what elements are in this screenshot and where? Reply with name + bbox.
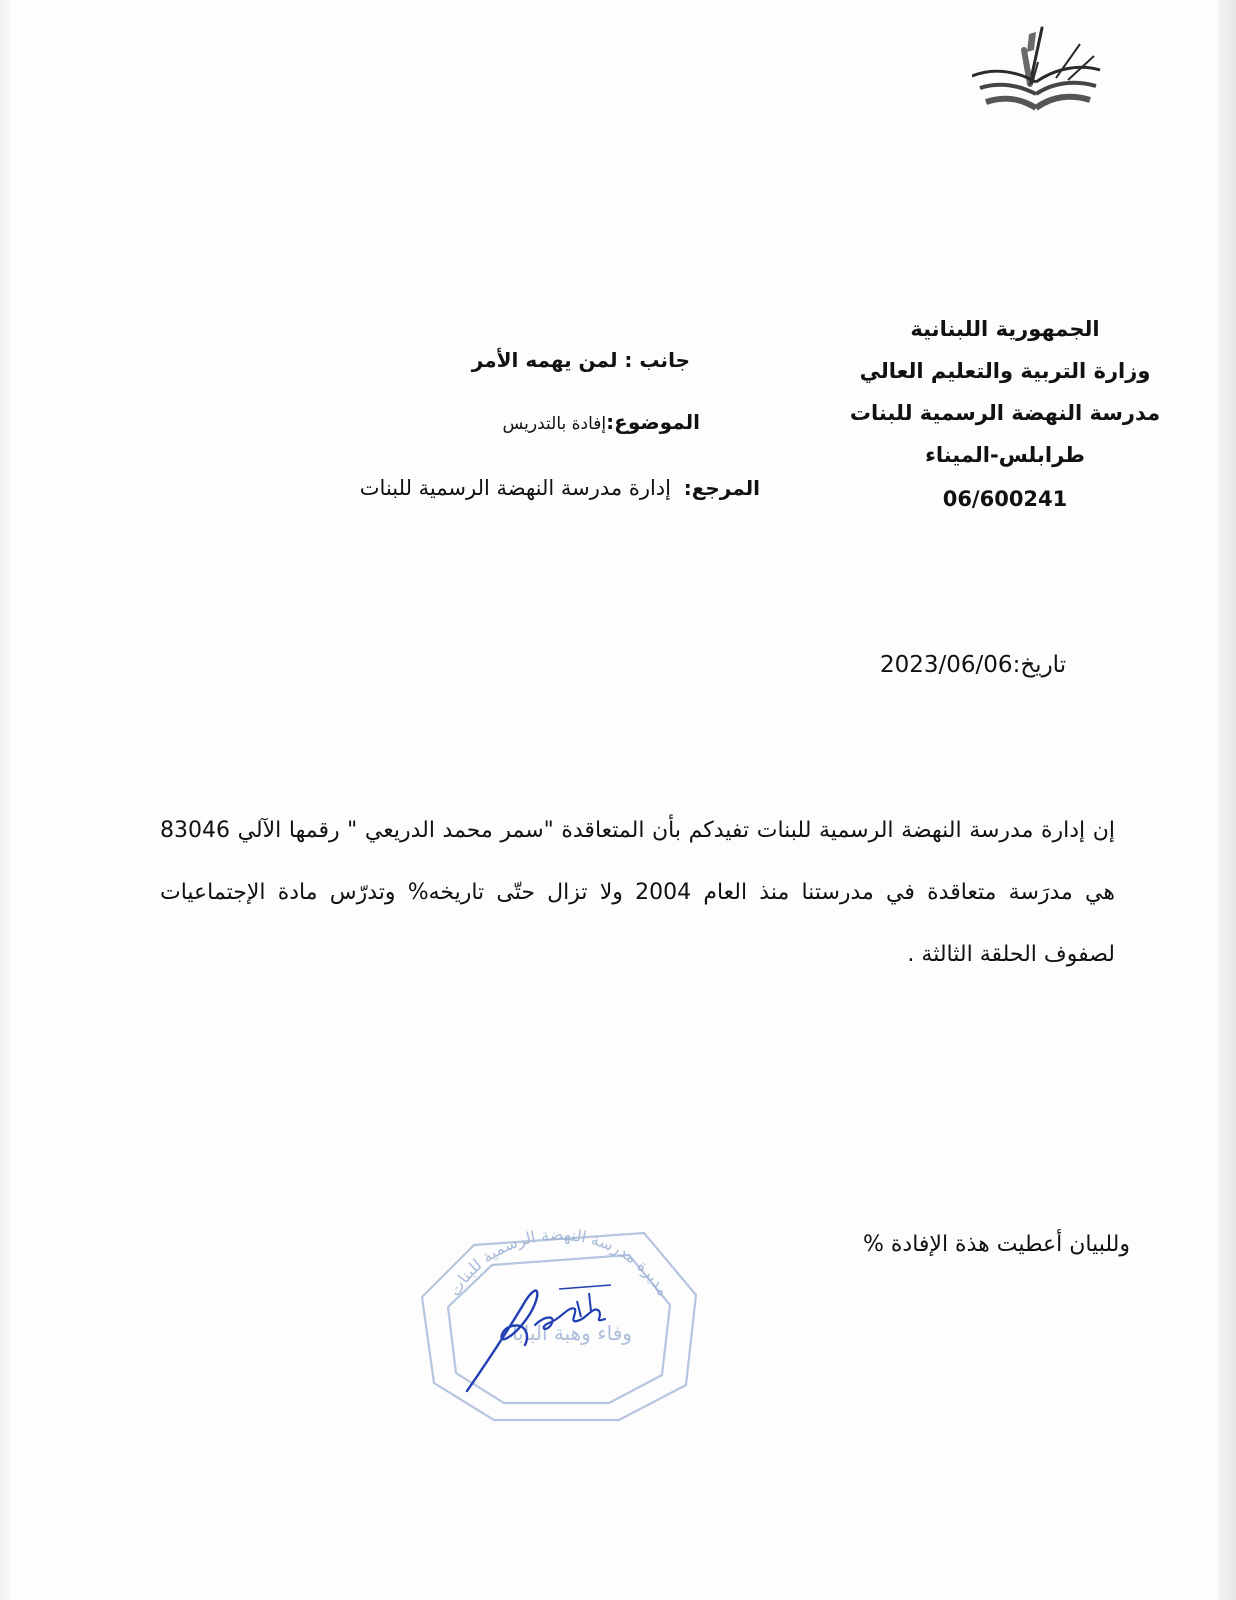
scan-edge-left [0, 0, 10, 1600]
addressee-to [472, 348, 690, 372]
header-line-republic: الجمهورية اللبنانية [910, 317, 1100, 341]
header-line-school: مدرسة النهضة الرسمية للبنات [849, 401, 1161, 425]
date-value: 2023/06/06 [880, 652, 1013, 678]
reference-label: المرجع: [683, 476, 760, 500]
reference-value: إدارة مدرسة النهضة الرسمية للبنات [359, 476, 671, 500]
addressee-to-label: جانب : لمن يهمه الأمر [471, 348, 690, 372]
body-paragraph: إن إدارة مدرسة النهضة الرسمية للبنات تفيدكم بأن المتعاقدة "سمر محمد الدريعي " رقمها الآلي 83046 هي مدرَسة متعاقدة في مدرستنا منذ العام 2004 ولا تزال حتّى تاريخه% وتدرّس مادة الإجتماعيات لصفوف الحلقة الثالثة . [160, 818, 1115, 967]
signature [465, 1275, 645, 1395]
subject-label: الموضوع: [606, 410, 700, 434]
header-line-city: طرابلس-الميناء [925, 443, 1085, 467]
stamp-inner-text: وفاء وهبة البابا [512, 1321, 632, 1345]
subject-value: إفادة بالتدريس [502, 414, 607, 434]
date-line [880, 652, 1066, 678]
header-phone: 06/600241 [942, 487, 1068, 511]
institution-header [840, 308, 1170, 520]
scan-edge-right [1218, 0, 1236, 1600]
reference-row [360, 476, 760, 500]
subject-row [502, 410, 700, 434]
stamp-outer-text: مديرة مدرسة النهضة الرسمية للبنات [445, 1224, 674, 1300]
closing-line: وللبيان أعطيت هذة الإفادة % [862, 1232, 1130, 1257]
date-label: تاريخ: [1012, 652, 1067, 678]
book-pen-logo-icon [972, 22, 1104, 122]
header-line-ministry: وزارة التربية والتعليم العالي [859, 359, 1151, 383]
